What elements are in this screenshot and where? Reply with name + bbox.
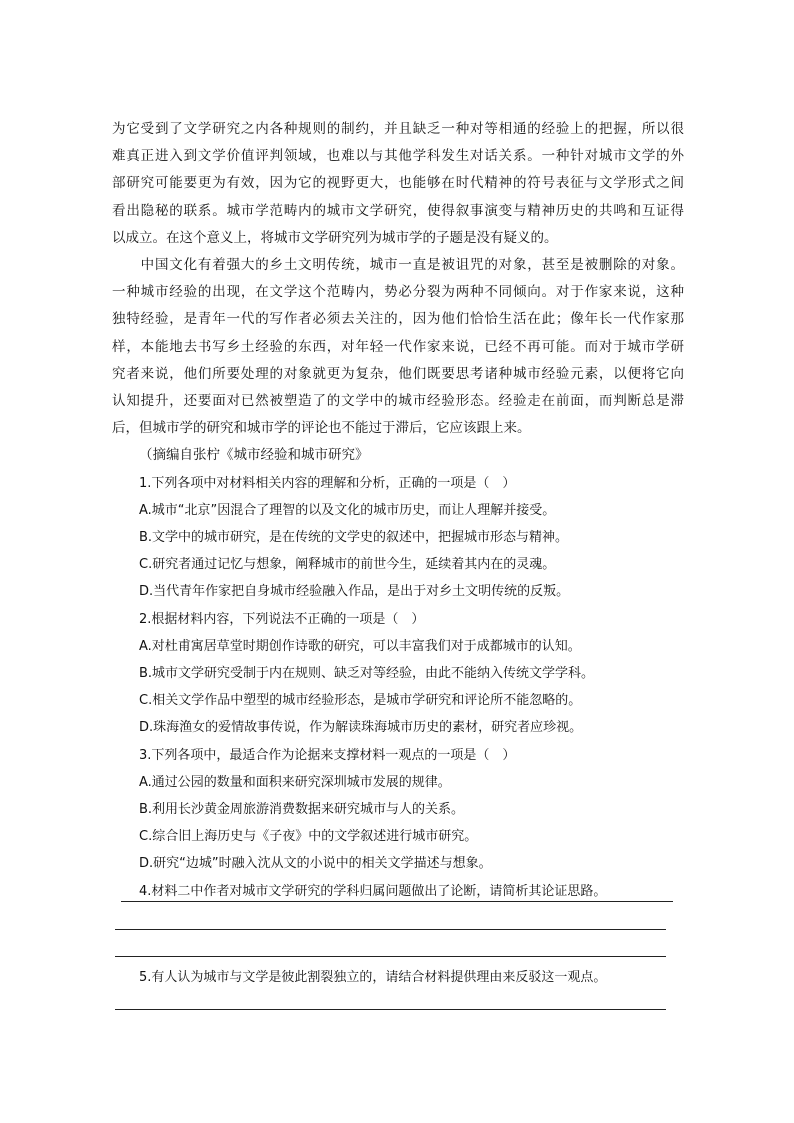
question-stem: 4.材料二中作者对城市文学研究的学科归属问题做出了论断，请简析其论证思路。 [139, 883, 607, 899]
option-c[interactable]: C.综合旧上海历史与《子夜》中的文学叙述进行城市研究。 [139, 829, 478, 845]
question-3 [112, 742, 684, 878]
question-1 [112, 470, 684, 606]
option-a[interactable]: A.通过公园的数量和面积来研究深圳城市发展的规律。 [139, 774, 451, 790]
option-b[interactable]: B.利用长沙黄金周旅游消费数据来研究城市与人的关系。 [139, 802, 465, 818]
answer-line-q5-1[interactable] [115, 1009, 666, 1010]
document-body [112, 116, 684, 905]
option-d[interactable]: D.当代青年作家把自身城市经验融入作品，是出于对乡土文明传统的反叛。 [139, 584, 570, 600]
paragraph-2 [112, 252, 684, 442]
option-a[interactable]: A.对杜甫寓居草堂时期创作诗歌的研究，可以丰富我们对于成都城市的认知。 [139, 638, 581, 654]
question-5-stem: 5.有人认为城市与文学是彼此割裂独立的，请结合材料提供理由来反驳这一观点。 [139, 970, 607, 985]
question-stem: 2.根据材料内容，下列说法不正确的一项是（ ） [139, 611, 425, 627]
text-line: 部研究可能要更为有效，因为它的视野更大，也能够在时代精神的符号表征与文学形式之间 [112, 175, 684, 192]
text-line: 认知提升，还要面对已然被塑造了的文学中的城市经验形态。经验走在前面，而判断总是滞 [112, 393, 684, 410]
text-line: 以成立。在这个意义上，将城市文学研究列为城市学的子题是没有疑义的。 [112, 229, 558, 246]
answer-line-q4-2[interactable] [115, 929, 666, 930]
option-c[interactable]: C.相关文学作品中塑型的城市经验形态，是城市学研究和评论所不能忽略的。 [139, 693, 582, 709]
answer-line-q4-3[interactable] [115, 956, 666, 957]
source-citation: （摘编自张柠《城市经验和城市研究》 [139, 447, 369, 464]
text-line: 究者来说，他们所要处理的对象就更为复杂，他们既要思考诸种城市经验元素，以便将它向 [112, 365, 684, 382]
text-line: 后，但城市学的研究和城市学的评论也不能过于滞后，它应该跟上来。 [112, 420, 531, 437]
option-c[interactable]: C.研究者通过记忆与想象，阐释城市的前世今生，延续着其内在的灵魂。 [139, 557, 556, 573]
text-line: 独特经验，是青年一代的写作者必须去关注的，因为他们恰恰生活在此；像年长一代作家那 [112, 311, 684, 328]
option-b[interactable]: B.城市文学研究受制于内在规则、缺乏对等经验，由此不能纳入传统文学学科。 [139, 666, 595, 682]
option-a[interactable]: A.城市“北京”因混合了理智的以及文化的城市历史，而让人理解并接受。 [139, 502, 556, 518]
text-line: 为它受到了文学研究之内各种规则的制约，并且缺乏一种对等相通的经验上的把握，所以很 [112, 121, 684, 137]
text-line: 中国文化有着强大的乡土文明传统，城市一直是被诅咒的对象，甚至是被删除的对象。 [112, 257, 684, 274]
text-line: 一种城市经验的出现，在文学这个范畴内，势必分裂为两种不同倾向。对于作家来说，这种 [112, 284, 684, 301]
text-line: 看出隐秘的联系。城市学范畴内的城市文学研究，使得叙事演变与精神历史的共鸣和互证得 [112, 202, 684, 219]
option-b[interactable]: B.文学中的城市研究，是在传统的文学史的叙述中，把握城市形态与精神。 [139, 530, 569, 546]
option-d[interactable]: D.研究“边城”时融入沈从文的小说中的相关文学描述与想象。 [139, 856, 492, 872]
text-line: 难真正进入到文学价值评判领域，也难以与其他学科发生对话关系。一种针对城市文学的外 [112, 148, 684, 165]
option-d[interactable]: D.珠海渔女的爱情故事传说，作为解读珠海城市历史的素材，研究者应珍视。 [139, 720, 583, 736]
paragraph-1 [112, 116, 684, 252]
question-2 [112, 606, 684, 742]
answer-line-q4-1[interactable] [121, 901, 673, 902]
question-stem: 3.下列各项中，最适合作为论据来支撑材料一观点的一项是（ ） [139, 747, 516, 763]
text-line: 样，本能地去书写乡土经验的东西，对年轻一代作家来说，已经不再可能。而对于城市学研 [112, 338, 684, 355]
question-stem: 1.下列各项中对材料相关内容的理解和分析，正确的一项是（ ） [139, 475, 516, 491]
